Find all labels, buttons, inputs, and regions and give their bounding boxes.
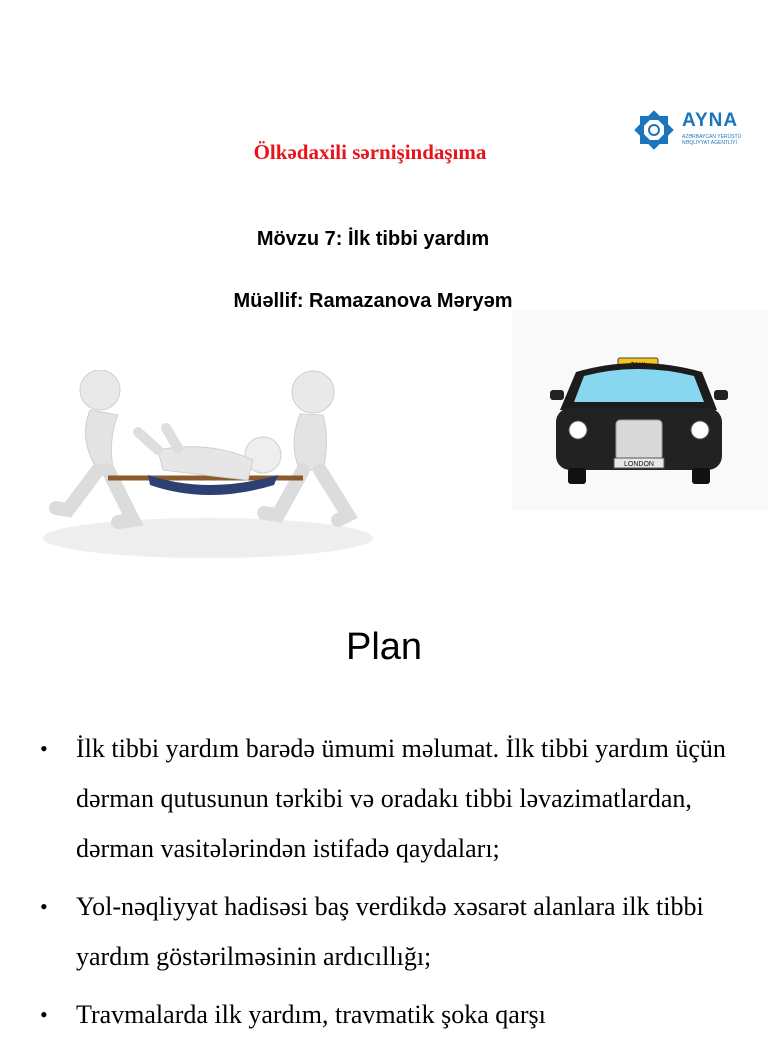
plan-item-text: Yol-nəqliyyat hadisəsi baş verdikdə xəsarət alanlara ilk tibbi yardım göstərilməsinin ardıcıllığı;	[76, 892, 704, 971]
logo-subtitle: AZƏRBAYCAN YERÜSTÜ NƏQLİYYAT AGENTLİYİ	[682, 134, 742, 146]
logo-word: AYNA	[682, 110, 739, 131]
ayna-logo	[630, 106, 760, 156]
plan-title: Plan	[345, 626, 423, 668]
plan-slide	[0, 600, 768, 1029]
bullet-icon: •	[40, 894, 48, 919]
plan-item-text: Travmalarda ilk yardım, travmatik şoka qarşı	[76, 1000, 546, 1029]
plan-item	[40, 990, 740, 1040]
plan-list	[40, 724, 740, 1048]
stretcher-illustration	[38, 370, 376, 560]
bullet-icon: •	[40, 736, 48, 761]
bullet-icon: •	[40, 1002, 48, 1027]
plan-item-text: İlk tibbi yardım barədə ümumi məlumat. İlk tibbi yardım üçün dərman qutusunun tərkibi və oradakı tibbi ləvazimatlardan, dərman vasitələrindən istifadə qaydaları;	[76, 734, 726, 863]
taxi-illustration	[512, 310, 768, 510]
ayna-star-logo-icon	[630, 106, 678, 154]
subject-title: Ölkədaxili sərnişindaşıma	[253, 140, 487, 164]
author-line: Müəllif: Ramazanova Məryəm	[233, 290, 513, 312]
taxi-plate: LONDON	[624, 461, 654, 468]
topic-heading: Mövzu 7: İlk tibbi yardım	[256, 228, 490, 250]
plan-item	[40, 882, 740, 982]
plan-item	[40, 724, 740, 874]
